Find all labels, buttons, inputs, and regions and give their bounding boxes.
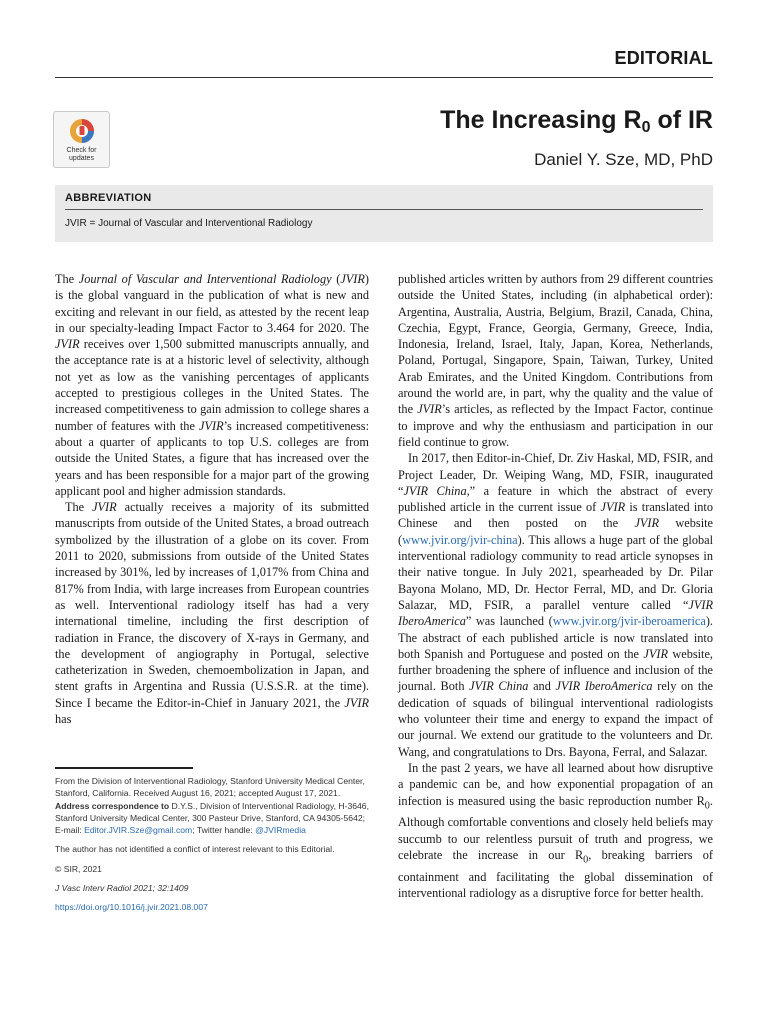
paragraph: The Journal of Vascular and Interventional Radiology (JVIR) is the global vanguard in the publication of what is new and exciting and relevant in our field, as attested by the recent leap in our specialty-leading Impact Factor to 3.464 for 2020. The JVIR receives over 1,500 submitted manuscripts annually, and the acceptance rate is at a historic level of selectivity, although not yet as low as the vanishing percentages of applicants accepted to prestigious colleges in the United States. The increased competitiveness to gain admission to college shares a number of features with the JVIR’s increased competitiveness: about a quarter of applicants to top U.S. colleges are from outside the United States, a figure that has increased over the years and has been responsible for a major part of the growing applicant pool and higher admission standards.	[55, 272, 370, 498]
paragraph: In 2017, then Editor-in-Chief, Dr. Ziv Haskal, MD, FSIR, and Project Leader, Dr. Weiping Wang, MD, FSIR, inaugurated “JVIR China,” a feature in which the abstract of every published article in the current issue of JVIR is translated into Chinese and then posted on the JVIR website (www.jvir.org/jvir-china). This allows a huge part of the global interventional radiology community to read article synopses in their native tongue. In July 2021, spearheaded by Dr. Pilar Bayona Molano, MD, Dr. Hector Ferral, MD, and Dr. Gloria Salazar, MD, FSIR, a parallel venture called “JVIR IberoAmerica” was launched (www.jvir.org/jvir-iberoamerica). The abstract of each published article is now translated into both Spanish and Portuguese and posted on the JVIR website, further broadening the sphere of influence and inclusion of the journal. Both JVIR China and JVIR IberoAmerica rely on the dedication of squads of bilingual interventional radiologists who volunteer their time and energy to expand the impact of our journal. We extend our gratitude to the volunteers and Dr. Wang, and congratulations to Drs. Bayona, Ferral, and Salazar.	[398, 451, 713, 759]
title-prefix: The Increasing R	[440, 106, 642, 134]
jvir-china-link[interactable]: www.jvir.org/jvir-china	[402, 532, 518, 547]
abbreviation-rule	[65, 209, 703, 210]
header-rule	[55, 77, 713, 78]
doi-link[interactable]: https://doi.org/10.1016/j.jvir.2021.08.007	[55, 902, 208, 913]
affiliation-note: From the Division of Interventional Radiology, Stanford University Medical Center, Stanford, California. Received August 16, 2021; accepted August 17, 2021. Address correspondence to D.Y.S., Division of Interventional Radiology, H-3646, Stanford University Medical Center, 300 Pasteur Drive, Stanford, CA 94305-5642; E-mail: Editor.JVIR.Sze@gmail.com; Twitter handle: @JVIRmedia	[55, 776, 369, 836]
paragraph: In the past 2 years, we have all learned about how disruptive a pandemic can be, and how exponential propagation of an infection is measured using the basic reproduction number $R_0$. Although comfortable conventions and closely held beliefs may succumb to our relentless pursuit of truth and progress, we celebrate the increase in our $R_0$, breaking barriers of containment and facilitating the global dissemination of interventional radiology as a disruptive force for better health.	[398, 760, 713, 900]
body-column-right	[398, 271, 713, 901]
conflict-note: The author has not identified a conflict of interest relevant to this Editorial.	[55, 844, 335, 855]
section-label: EDITORIAL	[614, 48, 713, 68]
article-title	[440, 106, 713, 137]
twitter-link[interactable]: @JVIRmedia	[255, 825, 306, 836]
title-suffix: of IR	[650, 106, 713, 134]
paragraph: The JVIR actually receives a majority of its submitted manuscripts from outside of the United States, a broad outreach symbolized by the illustration of a globe on its cover. From 2011 to 2020, submissions from outside of the United States increased by 301%, led by increases of 1,017% from China and 817% from India, with large increases from European countries as well. Interventional radiology itself has had a very international timeline, including the first description of radiation in France, the discovery of X-rays in Germany, and the development of angiography in Portugal, selective catheterization in Sweden, chemoembolization in Japan, and stent grafts in Argentina and Russia (U.S.S.R. at the time). Since I became the Editor-in-Chief in January 2021, the JVIR has	[55, 500, 369, 727]
title-subscript: 0	[641, 119, 651, 136]
jvir-iberoamerica-link[interactable]: www.jvir.org/jvir-iberoamerica	[552, 614, 706, 629]
abbreviation-box	[55, 185, 713, 242]
abbreviation-heading: ABBREVIATION	[65, 192, 152, 204]
badge-label: Check for updates	[66, 147, 97, 162]
citation-note: J Vasc Interv Radiol 2021; 32:1409	[55, 883, 189, 894]
body-column-left	[55, 271, 369, 727]
footnote-rule	[55, 767, 193, 769]
email-link[interactable]: Editor.JVIR.Sze@gmail.com	[84, 825, 193, 836]
check-updates-icon	[68, 117, 96, 145]
abbreviation-item: JVIR = Journal of Vascular and Interventional Radiology	[65, 218, 313, 229]
author-name: Daniel Y. Sze, MD, PhD	[534, 150, 713, 169]
paragraph: published articles written by authors from 29 different countries outside the United States, including (in alphabetical order): Argentina, Australia, Austria, Belgium, Brazil, Canada, China, Czechia, Egypt, France, Georgia, Germany, Greece, India, Indonesia, Ireland, Israel, Italy, Japan, Korea, Netherlands, Poland, Portugal, Singapore, Spain, Taiwan, Turkey, United Arab Emirates, and the United Kingdom. Contributions from around the world are, in part, why the quality and the value of the JVIR’s articles, as reflected by the Impact Factor, continue to improve and why the enthusiasm and participation in our field continue to grow.	[398, 272, 713, 449]
check-for-updates-badge[interactable]	[53, 111, 110, 168]
footnotes	[55, 775, 369, 914]
copyright-note: © SIR, 2021	[55, 863, 102, 874]
